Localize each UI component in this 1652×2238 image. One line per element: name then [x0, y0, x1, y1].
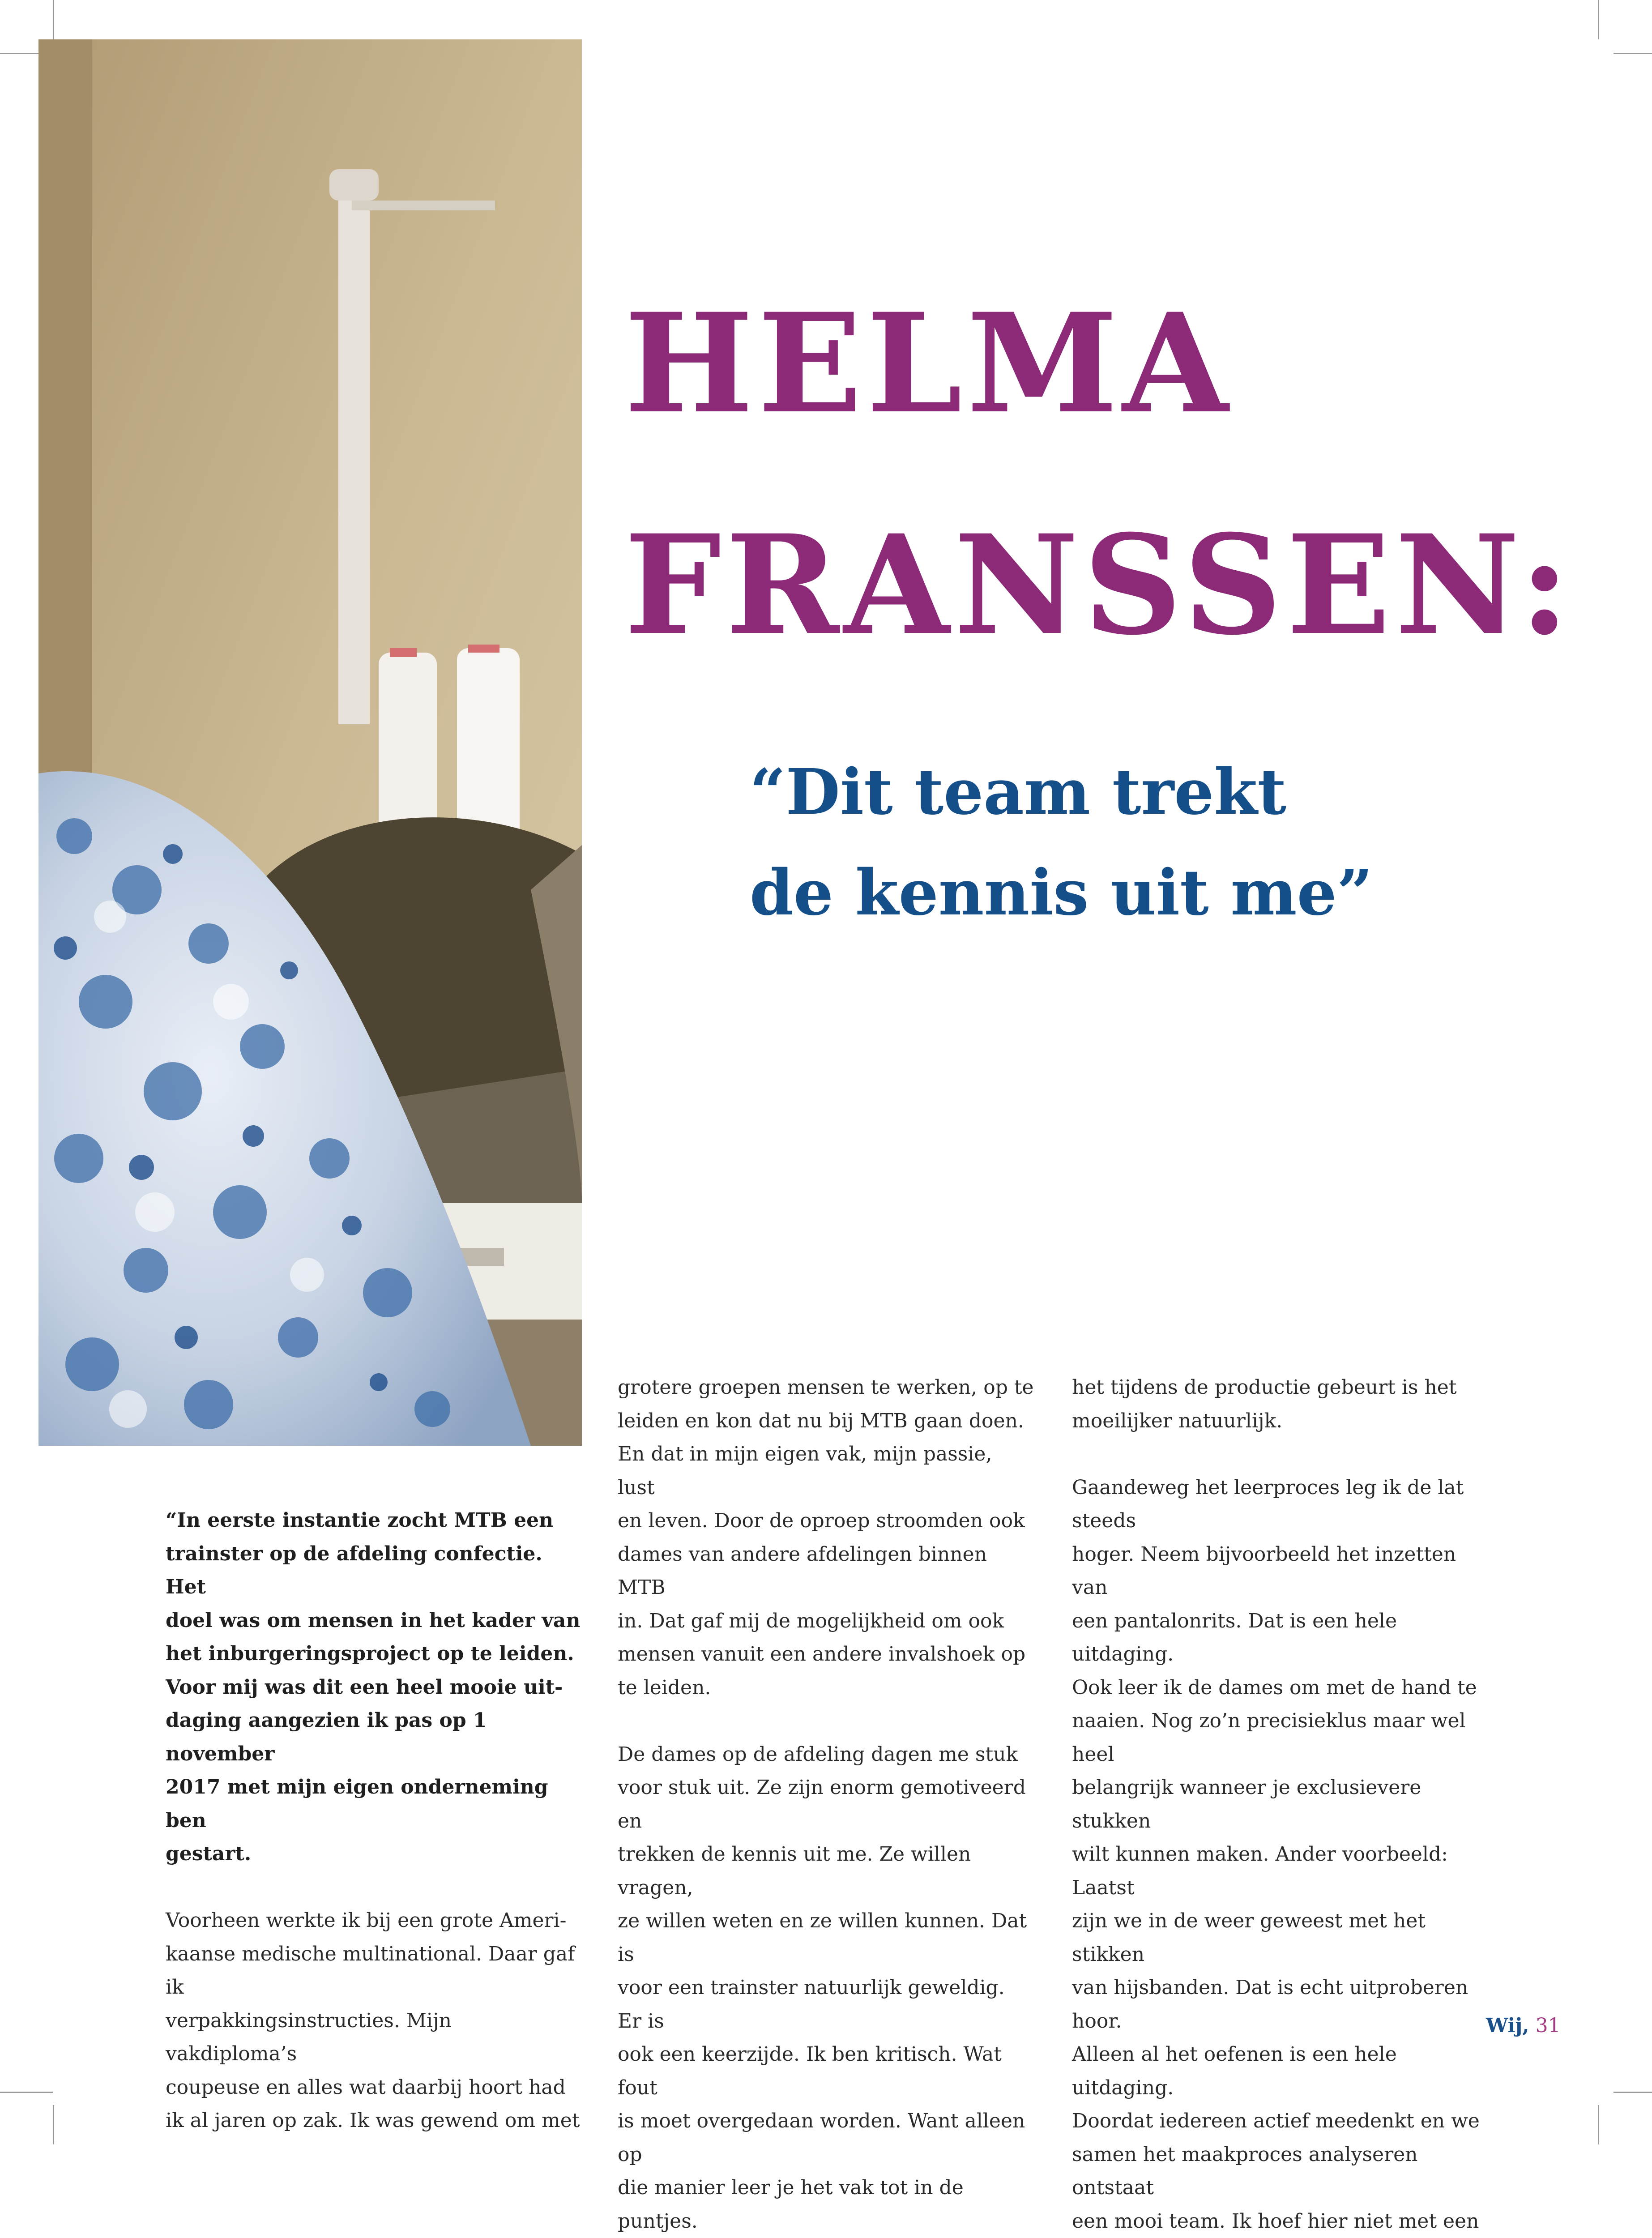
- body-line: moeilijker natuurlijk.: [1072, 1405, 1488, 1438]
- body-line: ik al jaren op zak. Ik was gewend om met: [166, 2104, 582, 2138]
- crop-mark-bl-h: [0, 2092, 53, 2093]
- photo-seamstress-at-sewing-machine: [38, 39, 582, 1446]
- intro-line: trainster op de afdeling confectie. Het: [166, 1538, 582, 1604]
- body-line: het tijdens de productie gebeurt is het: [1072, 1371, 1488, 1405]
- body-line: zijn we in de weer geweest met het stikken: [1072, 1905, 1488, 1971]
- body-line: wilt kunnen maken. Ander voorbeeld: Laatst: [1072, 1838, 1488, 1905]
- text-column-1: [166, 1504, 582, 2138]
- body-line: een mooi team. Ik hoef hier niet met een: [1072, 2205, 1488, 2238]
- intro-line: het inburgeringsproject op te leiden.: [166, 1637, 582, 1671]
- body-line: en leven. Door de oproep stroomden ook: [618, 1504, 1034, 1538]
- body-line: coupeuse en alles wat daarbij hoort had: [166, 2071, 582, 2105]
- body-line: een pantalonrits. Dat is een hele uitdaging.: [1072, 1605, 1488, 1671]
- body-line: naaien. Nog zo’n precisieklus maar wel heel: [1072, 1704, 1488, 1771]
- body-line: mensen vanuit een andere invalshoek op: [618, 1638, 1034, 1671]
- intro-line: daging aangezien ik pas op 1 november: [166, 1704, 582, 1771]
- crop-mark-tl-v: [53, 0, 54, 39]
- paragraph-gap: [166, 1871, 582, 1905]
- crop-mark-tr-v: [1598, 0, 1599, 39]
- body-line: hoger. Neem bijvoorbeeld het inzetten van: [1072, 1538, 1488, 1605]
- body-line: van hijsbanden. Dat is echt uitproberen hoor.: [1072, 1971, 1488, 2038]
- paragraph-gap: [1072, 1438, 1488, 1471]
- body-line: is moet overgedaan worden. Want alleen op: [618, 2105, 1034, 2171]
- body-line: belangrijk wanneer je exclusievere stukken: [1072, 1771, 1488, 1838]
- body-line: dames van andere afdelingen binnen MTB: [618, 1538, 1034, 1605]
- body-line: te leiden.: [618, 1671, 1034, 1705]
- body-line: Ook leer ik de dames om met de hand te: [1072, 1671, 1488, 1705]
- body-line: trekken de kennis uit me. Ze willen vragen,: [618, 1838, 1034, 1905]
- body-line: Doordat iedereen actief meedenkt en we: [1072, 2105, 1488, 2138]
- body-line: verpakkingsinstructies. Mijn vakdiploma’s: [166, 2004, 582, 2071]
- body-line: Alleen al het oefenen is een hele uitdaging.: [1072, 2038, 1488, 2105]
- body-line: voor een trainster natuurlijk geweldig. Er is: [618, 1971, 1034, 2038]
- body-line: die manier leer je het vak tot in de puntjes.: [618, 2171, 1034, 2238]
- body-line: Voorheen werkte ik bij een grote Ameri-: [166, 1904, 582, 1938]
- body-line: samen het maakproces analyseren ontstaat: [1072, 2138, 1488, 2205]
- body-line: Gaandeweg het leerproces leg ik de lat steeds: [1072, 1471, 1488, 1538]
- body-line: De dames op de afdeling dagen me stuk: [618, 1738, 1034, 1772]
- body-line: ook een keerzijde. Ik ben kritisch. Wat fout: [618, 2038, 1034, 2105]
- intro-line: gestart.: [166, 1837, 582, 1871]
- intro-line: Voor mij was dit een heel mooie uit-: [166, 1671, 582, 1704]
- text-column-3: [1072, 1371, 1488, 2238]
- page-number: 31: [1536, 2014, 1561, 2037]
- pull-quote-line-1: “Dit team trekt: [750, 761, 1286, 824]
- text-column-2: [618, 1371, 1034, 2238]
- body-line: En dat in mijn eigen vak, mijn passie, lust: [618, 1438, 1034, 1504]
- article-title-line-1: HELMA: [624, 295, 1233, 432]
- article-photo: [38, 39, 582, 1446]
- crop-mark-br-v: [1598, 2105, 1599, 2144]
- body-line: ze willen weten en ze willen kunnen. Dat is: [618, 1905, 1034, 1971]
- article-title-line-2: FRANSSEN:: [624, 517, 1574, 653]
- paragraph-gap: [618, 1704, 1034, 1738]
- body-line: in. Dat gaf mij de mogelijkheid om ook: [618, 1605, 1034, 1638]
- intro-line: “In eerste instantie zocht MTB een: [166, 1504, 582, 1538]
- magazine-name: Wij,: [1486, 2014, 1529, 2037]
- crop-mark-tr-h: [1614, 53, 1652, 54]
- body-line: leiden en kon dat nu bij MTB gaan doen.: [618, 1405, 1034, 1438]
- intro-line: doel was om mensen in het kader van: [166, 1604, 582, 1638]
- pull-quote-line-2: de kennis uit me”: [750, 862, 1373, 924]
- crop-mark-bl-v: [53, 2105, 54, 2144]
- body-line: voor stuk uit. Ze zijn enorm gemotiveerd en: [618, 1771, 1034, 1838]
- crop-mark-br-h: [1614, 2092, 1652, 2093]
- body-line: kaanse medische multinational. Daar gaf ik: [166, 1938, 582, 2004]
- body-line: grotere groepen mensen te werken, op te: [618, 1371, 1034, 1405]
- page-folio: [1486, 2014, 1561, 2037]
- intro-line: 2017 met mijn eigen onderneming ben: [166, 1771, 582, 1837]
